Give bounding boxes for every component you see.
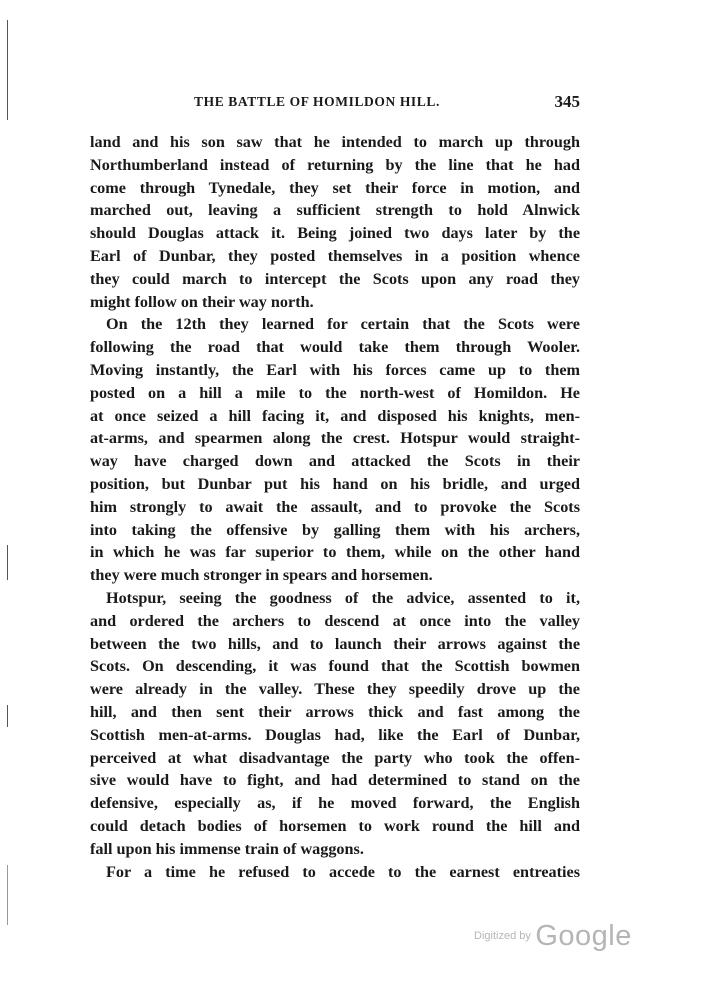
text-line: and ordered the archers to descend at once into the valley [90,611,580,630]
text-line: Earl of Dunbar, they posted themselves in a position whence [90,246,580,265]
text-line: they were much stronger in spears and horsemen. [90,566,433,585]
text-line: at once seized a hill facing it, and disposed his knights, men- [90,406,580,425]
watermark-prefix: Digitized by [474,930,531,942]
text-line: way have charged down and attacked the Scots in their [90,452,580,471]
text-line: defensive, especially as, if he moved forward, the English [90,794,580,813]
text-line: were already in the valley. These they speedily drove up the [90,680,580,699]
text-line: following the road that would take them through Wooler. [90,338,580,357]
paragraph-1 [90,131,580,313]
running-title: THE BATTLE OF HOMILDON HILL. [194,94,440,109]
text-line: Hotspur, seeing the goodness of the advice, assented to it, [106,588,580,607]
paragraph-2 [90,313,580,587]
page-edge-mark-lower [7,705,8,727]
text-line: in which he was far superior to them, while on the other hand [90,543,580,562]
text-line: might follow on their way north. [90,292,314,311]
paragraph-4 [90,861,580,884]
text-line: land and his son saw that he intended to march up through [90,133,580,151]
text-line: come through Tynedale, they set their force in motion, and [90,178,580,197]
text-line: For a time he refused to accede to the earnest entreaties [106,862,580,881]
google-logo: Google [535,920,632,952]
text-line: into taking the offensive by galling them with his archers, [90,520,580,539]
text-line: at-arms, and spearmen along the crest. Hotspur would straight- [90,429,580,448]
text-line: Moving instantly, the Earl with his forces came up to them [90,360,580,379]
text-line: sive would have to fight, and had determined to stand on the [90,771,580,790]
body-text [90,131,580,883]
text-line: posted on a hill a mile to the north-west of Homildon. He [90,383,580,402]
text-line: fall upon his immense train of waggons. [90,839,364,858]
text-line: perceived at what disadvantage the party who took the offen- [90,748,580,767]
paragraph-3 [90,587,580,861]
text-line: Scottish men-at-arms. Douglas had, like the Earl of Dunbar, [90,725,580,744]
text-line: they could march to intercept the Scots upon any road they [90,269,580,288]
page-header [90,94,580,116]
text-line: between the two hills, and to launch their arrows against the [90,634,580,653]
page-edge-mark-middle [7,545,8,580]
text-line: could detach bodies of horsemen to work round the hill and [90,816,580,835]
text-line: On the 12th they learned for certain that the Scots were [106,315,580,334]
google-watermark [474,920,632,953]
text-line: marched out, leaving a sufficient strength to hold Alnwick [90,201,580,220]
text-line: hill, and then sent their arrows thick and fast among the [90,702,580,721]
page-number: 345 [554,92,580,111]
text-line: him strongly to await the assault, and to provoke the Scots [90,497,580,516]
page-edge-mark-top [7,20,8,120]
text-line: Scots. On descending, it was found that the Scottish bowmen [90,657,580,676]
text-line: Northumberland instead of returning by the line that he had [90,155,580,174]
text-line: should Douglas attack it. Being joined two days later by the [90,224,580,243]
page-edge-mark-bottom [7,865,8,925]
text-line: position, but Dunbar put his hand on his bridle, and urged [90,474,580,493]
